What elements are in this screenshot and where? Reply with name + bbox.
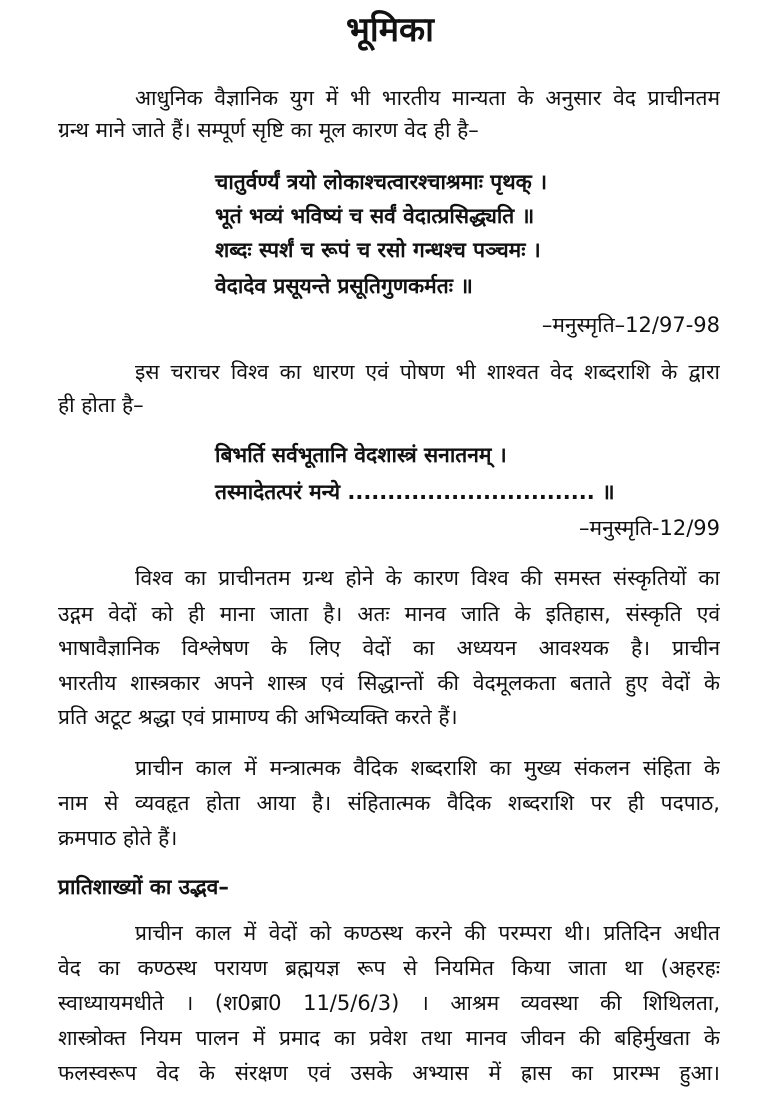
paragraph-line: प्रति अटूट श्रद्धा एवं प्रामाण्य की अभिव्यक्ति करते हैं। bbox=[58, 705, 458, 729]
page-title: भूमिका bbox=[346, 10, 434, 50]
verse-line: वेदादेव प्रसूयन्ते प्रसूतिगुणकर्मतः ॥ bbox=[215, 274, 473, 298]
paragraph-line: उद्गम वेदों को ही माना जाता है। अतः मानव जाति के इतिहास, संस्कृति एवं bbox=[58, 602, 720, 626]
verse-line: चातुर्वर्ण्यं त्रयो लोकाश्चत्वारश्चाश्रमाः पृथक् । bbox=[215, 170, 548, 194]
paragraph-line: क्रमपाठ होते हैं। bbox=[58, 826, 178, 850]
paragraph-line: इस चराचर विश्व का धारण एवं पोषण भी शाश्वत वेद शब्दराशि के द्वारा bbox=[135, 360, 720, 384]
citation: –मनुस्मृति–12/97-98 bbox=[541, 313, 720, 337]
paragraph-line: शास्त्रोक्त नियम पालन में प्रमाद का प्रवेश तथा मानव जीवन की बहिर्मुखता के bbox=[58, 1026, 720, 1050]
paragraph-line: ही होता है– bbox=[58, 393, 144, 417]
paragraph-line: भारतीय शास्त्रकार अपने शास्त्र एवं सिद्धान्तों की वेदमूलकता बताते हुए वेदों के bbox=[58, 671, 720, 695]
paragraph-line: प्राचीन काल में वेदों को कण्ठस्थ करने की परम्परा थी। प्रतिदिन अधीत bbox=[135, 921, 720, 945]
paragraph-line: आधुनिक वैज्ञानिक युग में भी भारतीय मान्यता के अनुसार वेद प्राचीनतम bbox=[135, 86, 720, 110]
paragraph-line: नाम से व्यवहृत होता आया है। संहितात्मक वैदिक शब्दराशि पर ही पदपाठ, bbox=[58, 791, 720, 815]
paragraph-line: विश्व का प्राचीनतम ग्रन्थ होने के कारण विश्व की समस्त संस्कृतियों का bbox=[135, 566, 720, 590]
paragraph-line: फलस्वरूप वेद के संरक्षण एवं उसके अभ्यास में ह्रास का प्रारम्भ हुआ। bbox=[58, 1061, 720, 1085]
paragraph-line: ग्रन्थ माने जाते हैं। सम्पूर्ण सृष्टि का मूल कारण वेद ही है– bbox=[58, 118, 479, 142]
verse-line: भूतं भव्यं भविष्यं च सर्वं वेदात्प्रसिद्ध्यति ॥ bbox=[215, 204, 535, 228]
verse-line: बिभर्ति सर्वभूतानि वेदशास्त्रं सनातनम् । bbox=[215, 443, 507, 467]
paragraph-line: वेद का कण्ठस्थ परायण ब्रह्मयज्ञ रूप से नियमित किया जाता था (अहरहः bbox=[58, 956, 720, 980]
citation: –मनुस्मृति-12/99 bbox=[579, 516, 720, 540]
paragraph-line: भाषावैज्ञानिक विश्लेषण के लिए वेदों का अध्ययन आवश्यक है। प्राचीन bbox=[58, 636, 720, 660]
section-heading: प्रातिशाख्यों का उद्भव– bbox=[58, 875, 229, 899]
paragraph-line: प्राचीन काल में मन्त्रात्मक वैदिक शब्दराशि का मुख्य संकलन संहिता के bbox=[135, 756, 720, 780]
paragraph-line: स्वाध्यायमधीते । (श0ब्रा0 11/5/6/3) । आश्रम व्यवस्था की शिथिलता, bbox=[58, 991, 720, 1015]
verse-line: तस्मादेतत्परं मन्ये ............................... ॥ bbox=[215, 480, 615, 504]
verse-line: शब्दः स्पर्शं च रूपं च रसो गन्धश्च पञ्चमः । bbox=[215, 238, 541, 262]
